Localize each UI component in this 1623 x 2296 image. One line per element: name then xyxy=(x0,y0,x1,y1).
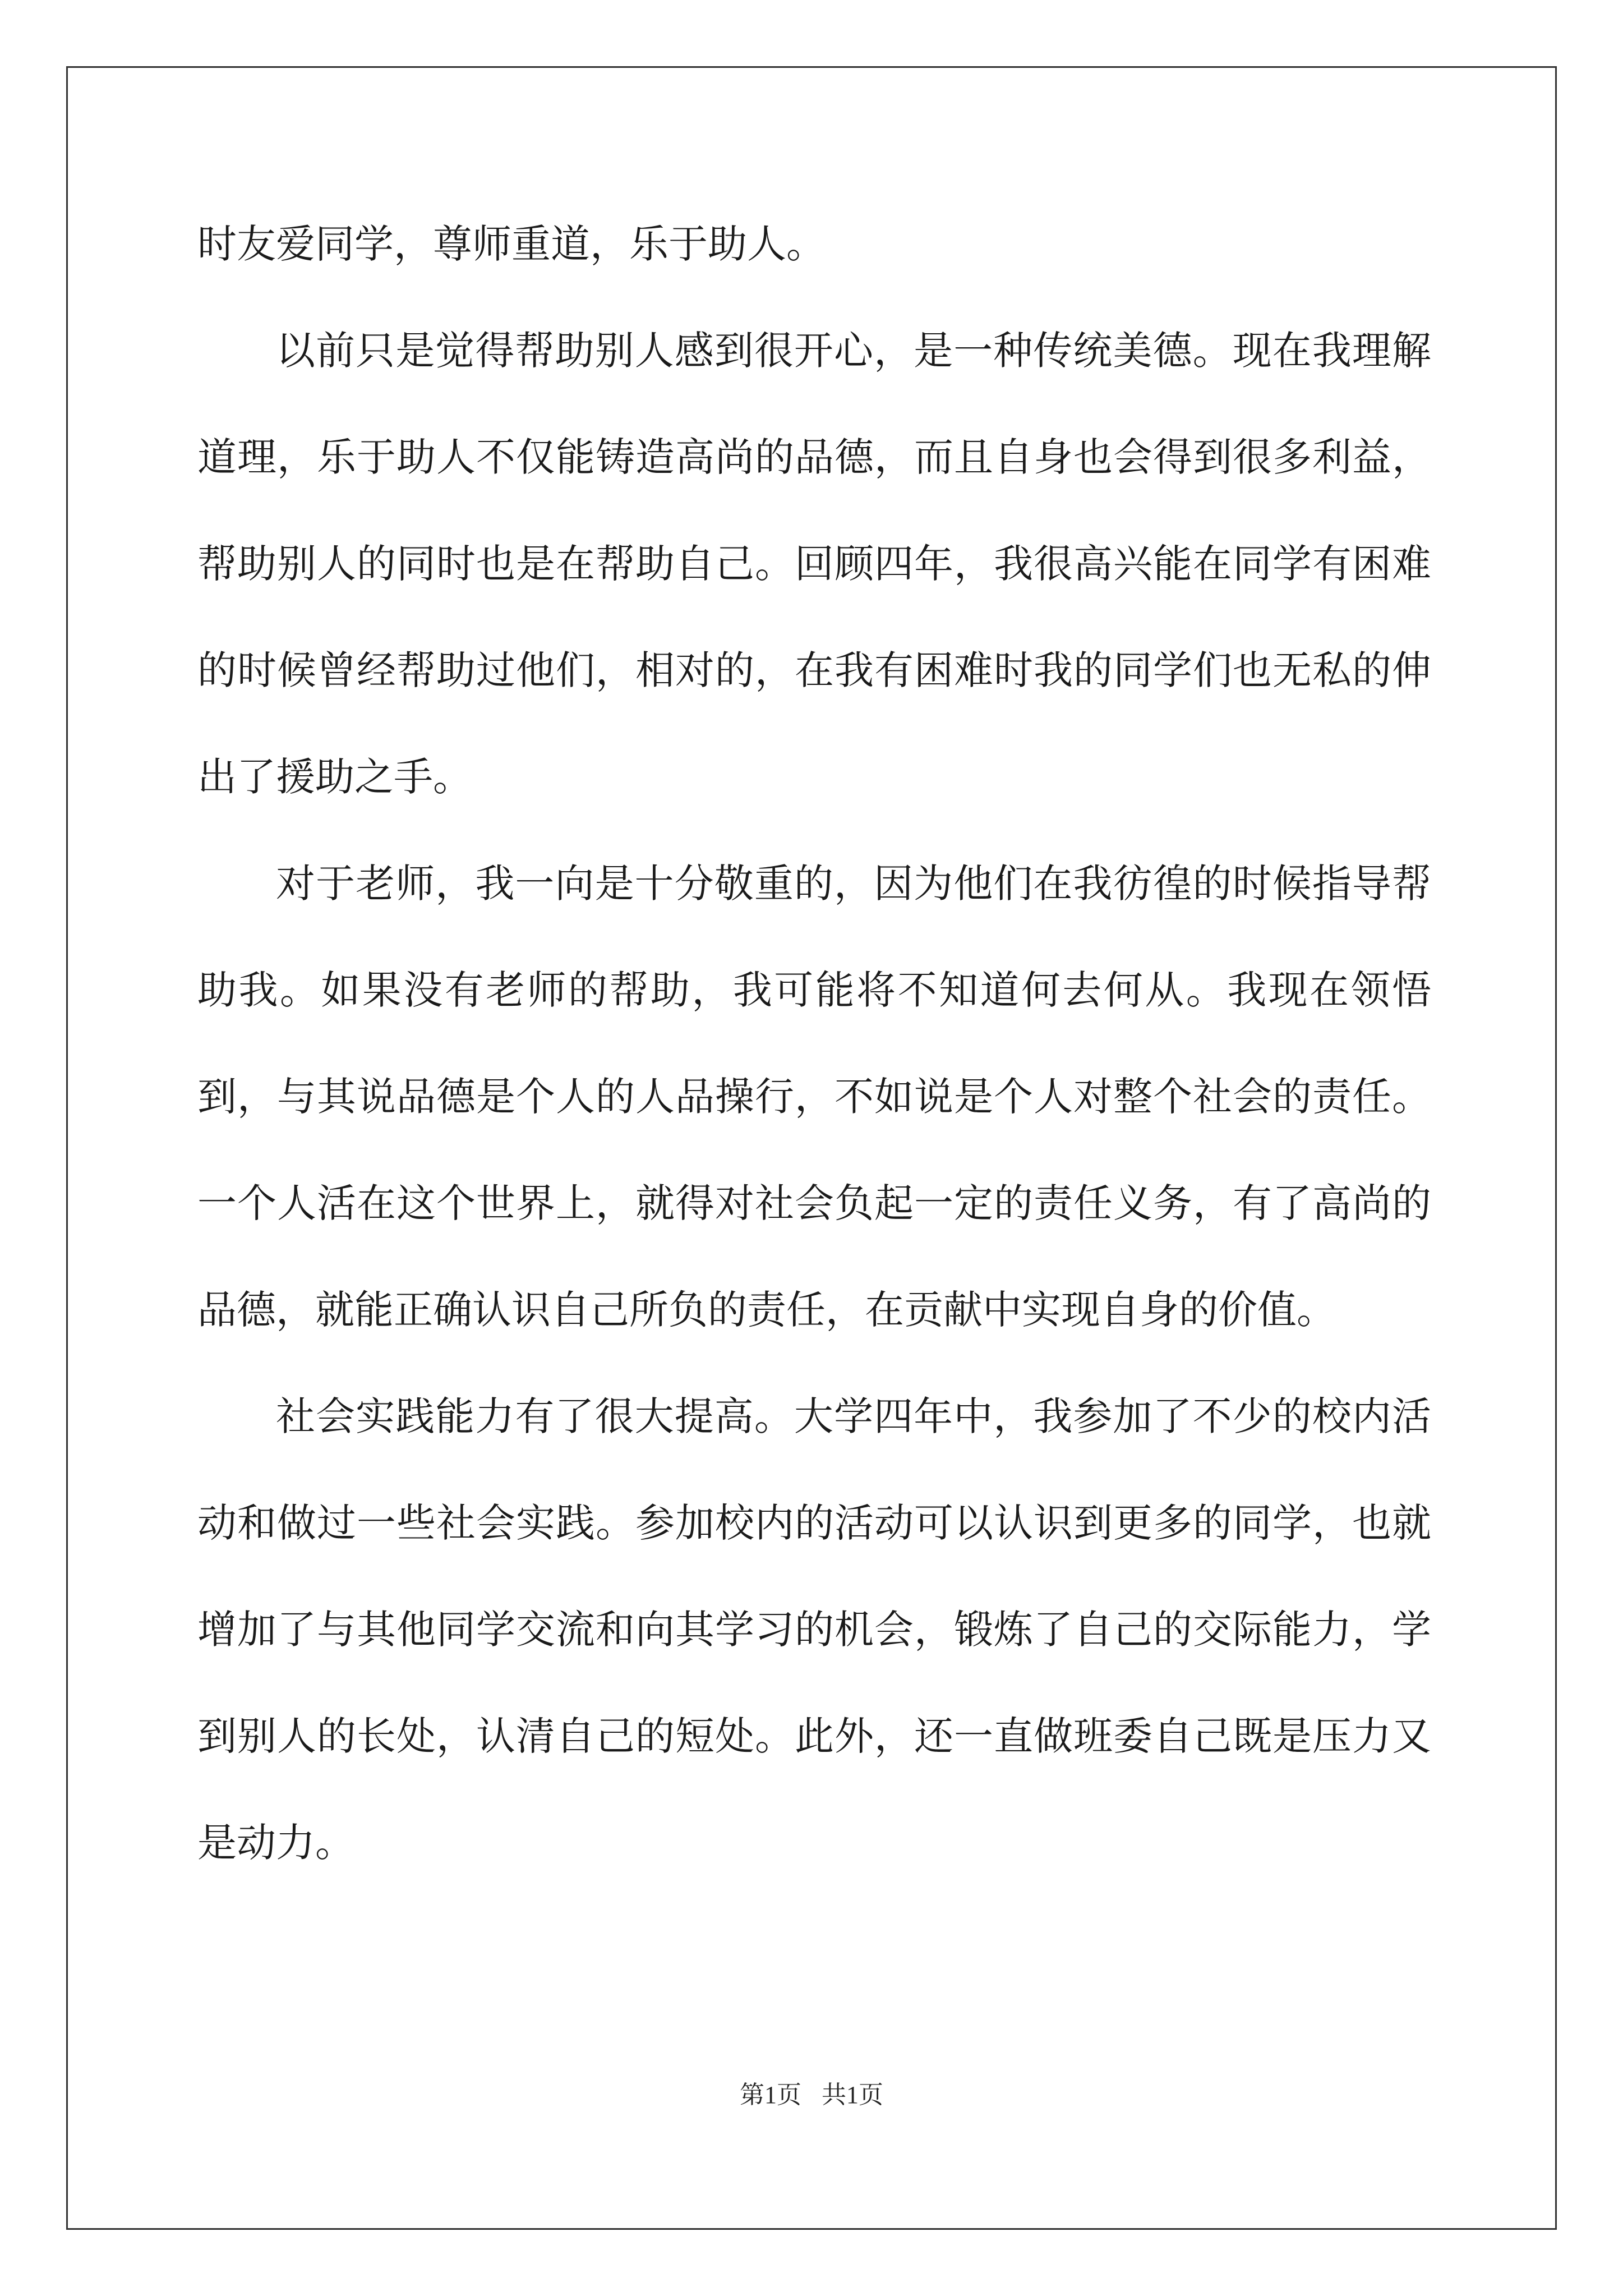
total-pages: 共1页 xyxy=(822,2081,883,2109)
paragraph-1: 时友爱同学，尊师重道，乐于助人。 xyxy=(197,221,826,267)
paragraph-4: 社会实践能力有了很大提高。大学四年中，我参加了不少的校内活动和做过一些社会实践。参加校内的活动可以认识到更多的同学，也就增加了与其他同学交流和向其学习的机会，锻炼了自己的交际能力，学到别人的长处，认清自己的短处。此外，还一直做班委自己既是压力又是动力。 xyxy=(197,1393,1431,1866)
document-body xyxy=(197,191,1431,1896)
page-footer xyxy=(0,2078,1623,2112)
paragraph-3: 对于老师，我一向是十分敬重的，因为他们在我彷徨的时候指导帮助我。如果没有老师的帮助，我可能将不知道何去何从。我现在领悟到，与其说品德是个人的人品操行，不如说是个人对整个社会的责任。一个人活在这个世界上，就得对社会负起一定的责任义务，有了高尚的品德，就能正确认识自己所负的责任，在贡献中实现自身的价值。 xyxy=(197,861,1431,1333)
paragraph-2: 以前只是觉得帮助别人感到很开心，是一种传统美德。现在我理解道理，乐于助人不仅能铸造高尚的品德，而且自身也会得到很多利益，帮助别人的同时也是在帮助自己。回顾四年，我很高兴能在同学有困难的时候曾经帮助过他们，相对的，在我有困难时我的同学们也无私的伸出了援助之手。 xyxy=(197,328,1431,800)
page-number: 第1页 xyxy=(740,2081,801,2109)
